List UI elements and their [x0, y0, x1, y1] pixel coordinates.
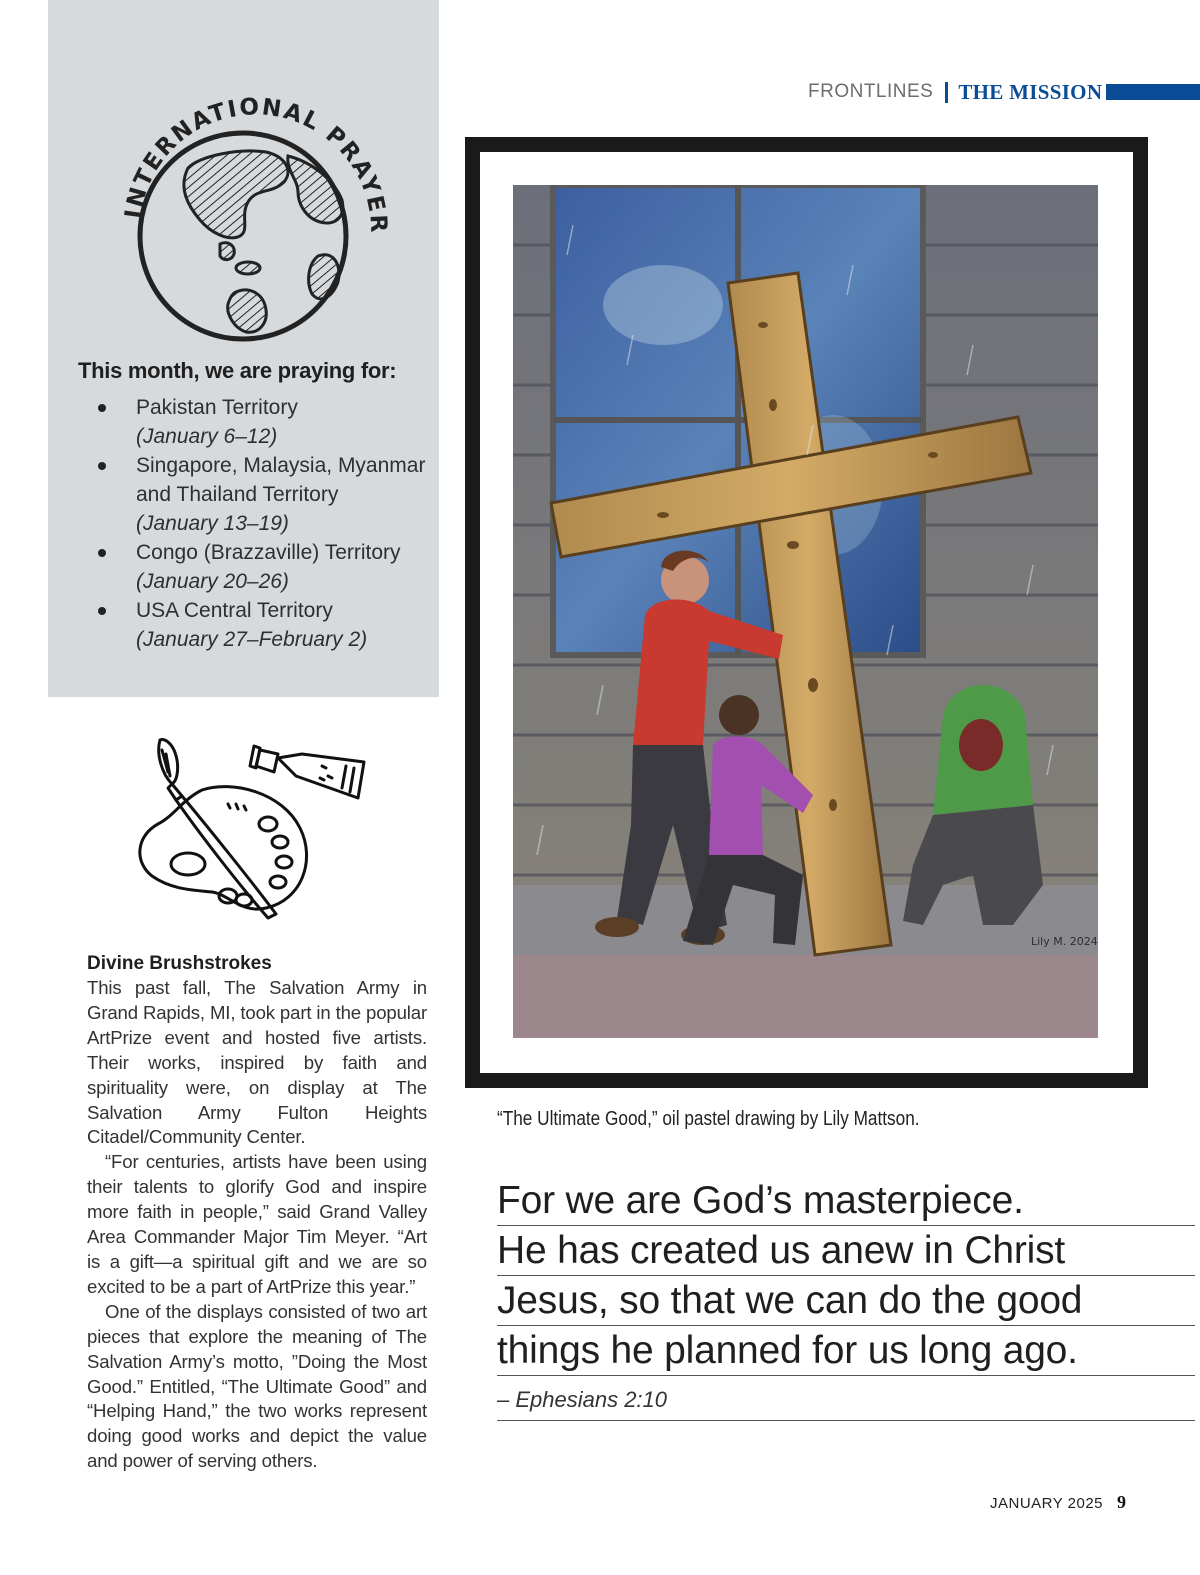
- art-supplies-illustration: [132, 732, 382, 927]
- article-paragraph: This past fall, The Salvation Army in Grand Rapids, MI, took part in the popular ArtPrize event and hosted five artists. Their works, inspired by faith and spirituality were, on display at The Salvation Army Fulton Heights Citadel/Community Center.: [87, 977, 427, 1148]
- territory-name: USA Central Territory: [136, 599, 333, 622]
- prayer-dates: (January 6–12): [136, 425, 278, 448]
- artwork-painting: [513, 185, 1098, 1038]
- article-paragraph: “For centuries, artists have been using their talents to glorify God and inspire more faith in people,” said Grand Valley Area Commander Major Tim Meyer. “Art is a gift—a spiritual gift and we are so excited to be a part of ArtPrize this year.”: [87, 1151, 427, 1297]
- artwork-signature: Lily M. 2024: [1031, 935, 1098, 948]
- prayer-focus-panel: [48, 0, 439, 697]
- verse-line: He has created us anew in Christ: [497, 1226, 1195, 1276]
- list-item: [88, 538, 426, 596]
- header-accent-bar: [1106, 84, 1200, 100]
- territory-name: Pakistan Territory: [136, 396, 298, 419]
- prayer-dates: (January 13–19): [136, 512, 289, 535]
- artwork-frame: [465, 137, 1148, 1088]
- verse-line: things he planned for us long ago.: [497, 1326, 1195, 1376]
- artwork-mat: [480, 152, 1133, 1073]
- list-item: [88, 596, 426, 654]
- section-label: FRONTLINES: [808, 81, 934, 102]
- page-header: [808, 80, 1102, 104]
- bullet-icon: [98, 607, 106, 615]
- section-title: THE MISSION: [958, 79, 1103, 104]
- globe-icon: [88, 70, 408, 350]
- scripture-quote: [497, 1176, 1195, 1421]
- paint-tube-icon: [250, 746, 364, 798]
- territory-name: Singapore, Malaysia, Myanmar and Thailand Territory: [136, 454, 426, 506]
- verse-line: For we are God’s masterpiece.: [497, 1176, 1195, 1226]
- prayer-focus-badge: [88, 70, 408, 350]
- list-item: [88, 451, 426, 538]
- badge-text: INTERNATIONAL PRAYER: [120, 94, 392, 235]
- verse-line: Jesus, so that we can do the good: [497, 1276, 1195, 1326]
- bullet-icon: [98, 404, 106, 412]
- prayer-dates: (January 27–February 2): [136, 628, 368, 651]
- article-title: Divine Brushstrokes: [87, 953, 272, 974]
- list-item: [88, 393, 426, 451]
- verse-reference: – Ephesians 2:10: [497, 1380, 1195, 1421]
- article: [87, 951, 427, 1474]
- page-footer: [990, 1492, 1126, 1513]
- issue-date: JANUARY 2025: [990, 1495, 1104, 1512]
- territory-name: Congo (Brazzaville) Territory: [136, 541, 401, 564]
- bullet-icon: [98, 462, 106, 470]
- prayer-list: [88, 393, 426, 654]
- bullet-icon: [98, 549, 106, 557]
- prayer-dates: (January 20–26): [136, 570, 289, 593]
- prayer-heading: This month, we are praying for:: [78, 358, 397, 383]
- page-number: 9: [1117, 1492, 1127, 1512]
- article-paragraph: One of the displays consisted of two art pieces that explore the meaning of The Salvation Army’s motto, ”Doing the Most Good.” Entitled, “The Ultimate Good” and “Helping Hand,” the two works represent doing good works and depict the value and power of serving others.: [87, 1300, 427, 1472]
- artwork-caption: “The Ultimate Good,” oil pastel drawing by Lily Mattson.: [497, 1108, 920, 1130]
- header-divider: [945, 82, 948, 103]
